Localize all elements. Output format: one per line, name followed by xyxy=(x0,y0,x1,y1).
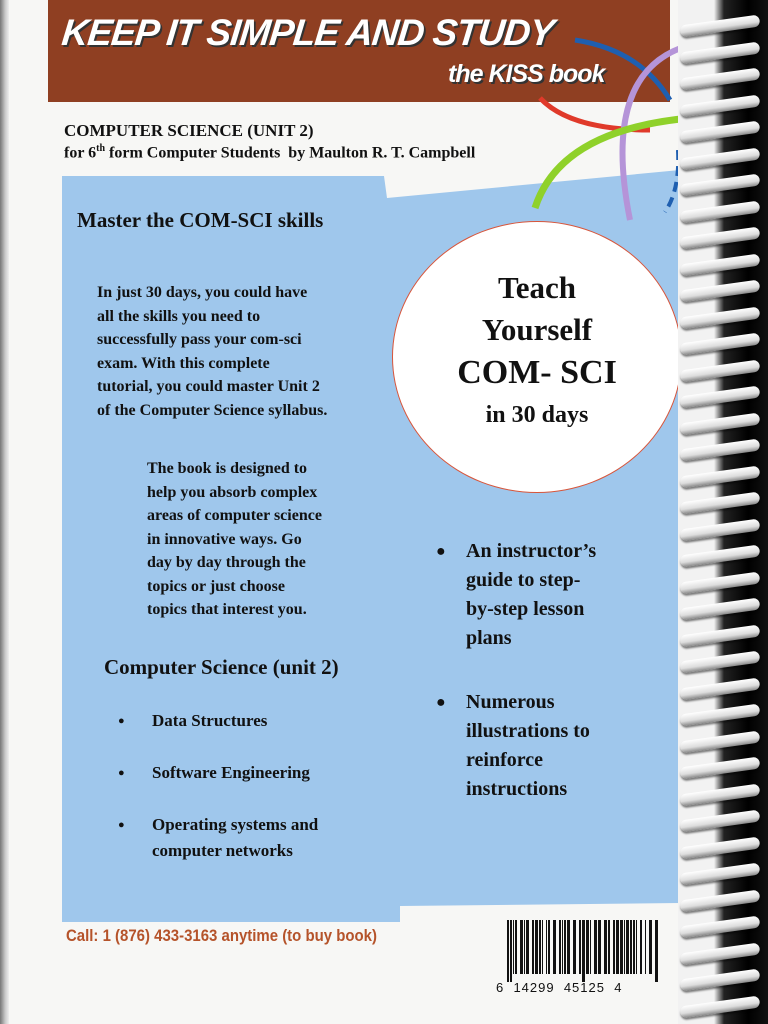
text-line: day by day through the xyxy=(147,554,306,571)
coil-ring xyxy=(680,677,761,700)
coil-ring xyxy=(680,836,761,859)
coil-ring xyxy=(680,889,761,912)
bullet-icon: ● xyxy=(436,543,446,560)
topic-item xyxy=(118,760,310,786)
barcode-bar xyxy=(590,920,591,974)
bullet-icon: ● xyxy=(118,819,125,831)
barcode-bar xyxy=(624,920,625,974)
coil-ring xyxy=(680,650,761,673)
coil-ring xyxy=(680,147,761,170)
barcode-bar xyxy=(507,920,509,982)
coil-ring xyxy=(680,730,761,753)
bullet-icon: ● xyxy=(118,715,125,727)
coil-ring xyxy=(680,571,761,594)
coil-ring xyxy=(680,14,761,37)
coil-ring xyxy=(680,41,761,64)
barcode-bar xyxy=(655,920,658,982)
text-line: guide to step- xyxy=(466,569,581,591)
coil-ring xyxy=(680,359,761,382)
coil-ring xyxy=(680,465,761,488)
coil-ring xyxy=(680,809,761,832)
book-subtitle: the KISS book xyxy=(448,60,605,88)
barcode-bar xyxy=(553,920,556,974)
barcode-bar xyxy=(636,920,637,974)
coil-ring xyxy=(680,862,761,885)
text-line: exam. With this complete xyxy=(97,354,270,372)
coil-ring xyxy=(680,94,761,117)
text-line: topics or just choose xyxy=(147,577,285,595)
text-line: topics that interest you. xyxy=(147,601,307,618)
barcode-bar xyxy=(594,920,597,974)
barcode-digits: 6 14299 45125 4 xyxy=(496,980,623,995)
topic-item xyxy=(118,812,319,864)
barcode-bar xyxy=(586,920,589,974)
barcode-bar xyxy=(626,920,629,974)
barcode-bar xyxy=(604,920,607,974)
barcode-bar xyxy=(573,920,576,974)
coil-ring xyxy=(680,67,761,90)
barcode-bar xyxy=(564,920,566,974)
barcode-bar xyxy=(616,920,619,974)
barcode-bar xyxy=(535,920,538,974)
bullet-icon: ● xyxy=(436,694,446,711)
topic-item xyxy=(118,708,268,734)
text-line: An instructor’s xyxy=(466,540,597,562)
text-line: The book is designed to xyxy=(147,460,308,477)
text-line: of the Computer Science syllabus. xyxy=(97,401,328,419)
badge-line: in 30 days xyxy=(485,402,589,428)
text-line: help you absorb complex xyxy=(147,483,318,501)
text-line: plans xyxy=(466,627,512,649)
text-line: all the skills you need to xyxy=(97,307,261,325)
barcode-bar xyxy=(559,920,561,974)
barcode-bar xyxy=(520,920,523,974)
barcode-bar xyxy=(649,920,652,974)
text-line: Numerous xyxy=(466,691,555,713)
barcode-bar xyxy=(620,920,623,974)
text-line: tutorial, you could master Unit 2 xyxy=(97,378,320,395)
barcode-bar xyxy=(539,920,541,974)
barcode-bar xyxy=(548,920,550,974)
barcode-bar xyxy=(598,920,601,974)
text-line: instructions xyxy=(466,778,568,800)
barcode-bar xyxy=(630,920,632,974)
coil-ring xyxy=(680,279,761,302)
barcode-bar xyxy=(526,920,529,974)
coil-ring xyxy=(680,995,761,1018)
barcode xyxy=(505,920,661,982)
text-line: reinforce xyxy=(466,749,544,771)
coil-ring xyxy=(680,173,761,196)
barcode-bar xyxy=(633,920,635,974)
barcode-bar xyxy=(546,920,547,974)
coil-ring xyxy=(680,226,761,249)
text-line: Data Structures xyxy=(152,711,268,730)
unit-label: COMPUTER SCIENCE (UNIT 2) xyxy=(64,121,314,140)
text-line: areas of computer science xyxy=(147,507,322,524)
coil-ring xyxy=(680,783,761,806)
barcode-bar xyxy=(608,920,610,974)
text-line: In just 30 days, you could have xyxy=(97,284,308,301)
coil-ring xyxy=(680,703,761,726)
barcode-bar xyxy=(567,920,570,974)
feature-item xyxy=(436,688,590,804)
badge-line: Teach xyxy=(497,270,577,305)
badge-line: COM- SCI xyxy=(457,354,617,391)
barcode-bar xyxy=(513,920,514,974)
text-line: Operating systems and xyxy=(152,815,319,834)
unit-topics-heading: Computer Science (unit 2) xyxy=(104,655,339,679)
design-paragraph xyxy=(147,457,322,622)
decorative-arcs xyxy=(520,30,700,230)
barcode-bar xyxy=(613,920,615,974)
text-line: Software Engineering xyxy=(152,763,310,782)
barcode-bar xyxy=(582,920,585,982)
coil-ring xyxy=(680,332,761,355)
barcode-bar xyxy=(542,920,543,974)
barcode-bar xyxy=(645,920,646,974)
text-line: computer networks xyxy=(152,841,293,860)
book-title: KEEP IT SIMPLE AND STUDY xyxy=(59,12,556,53)
coil-ring xyxy=(680,385,761,408)
barcode-bar xyxy=(515,920,517,974)
coil-ring xyxy=(680,253,761,276)
text-line: by-step lesson xyxy=(466,598,585,620)
coil-ring xyxy=(680,491,761,514)
text-line: successfully pass your com-sci xyxy=(97,331,302,348)
bullet-icon: ● xyxy=(118,767,125,779)
barcode-bar xyxy=(562,920,563,974)
coil-ring xyxy=(680,412,761,435)
coil-ring xyxy=(680,597,761,620)
feature-item xyxy=(436,537,597,653)
coil-ring xyxy=(680,544,761,567)
text-line: illustrations to xyxy=(466,720,590,742)
barcode-bar xyxy=(579,920,581,974)
text-line: in innovative ways. Go xyxy=(147,530,302,548)
skills-heading: Master the COM-SCI skills xyxy=(77,208,324,232)
coil-ring xyxy=(680,306,761,329)
barcode-bar xyxy=(532,920,534,974)
barcode-bar xyxy=(640,920,642,974)
coil-ring xyxy=(680,942,761,965)
spiral-binding xyxy=(678,0,768,1024)
call-to-buy: Call: 1 (876) 433-3163 anytime (to buy book) xyxy=(66,926,377,945)
intro-paragraph xyxy=(97,281,327,422)
audience-author: for 6th form Computer Students by Maulton R. T. Campbell xyxy=(64,143,476,162)
coil-ring xyxy=(680,438,761,461)
teach-yourself-badge xyxy=(392,221,682,493)
page-edge xyxy=(0,0,9,1024)
coil-ring xyxy=(680,915,761,938)
barcode-bar xyxy=(524,920,525,974)
barcode-bar xyxy=(510,920,512,982)
coil-ring xyxy=(680,968,761,991)
badge-line: Yourself xyxy=(481,312,593,347)
coil-ring xyxy=(680,756,761,779)
coil-ring xyxy=(680,518,761,541)
coil-ring xyxy=(680,200,761,223)
coil-ring xyxy=(680,120,761,143)
coil-ring xyxy=(680,624,761,647)
